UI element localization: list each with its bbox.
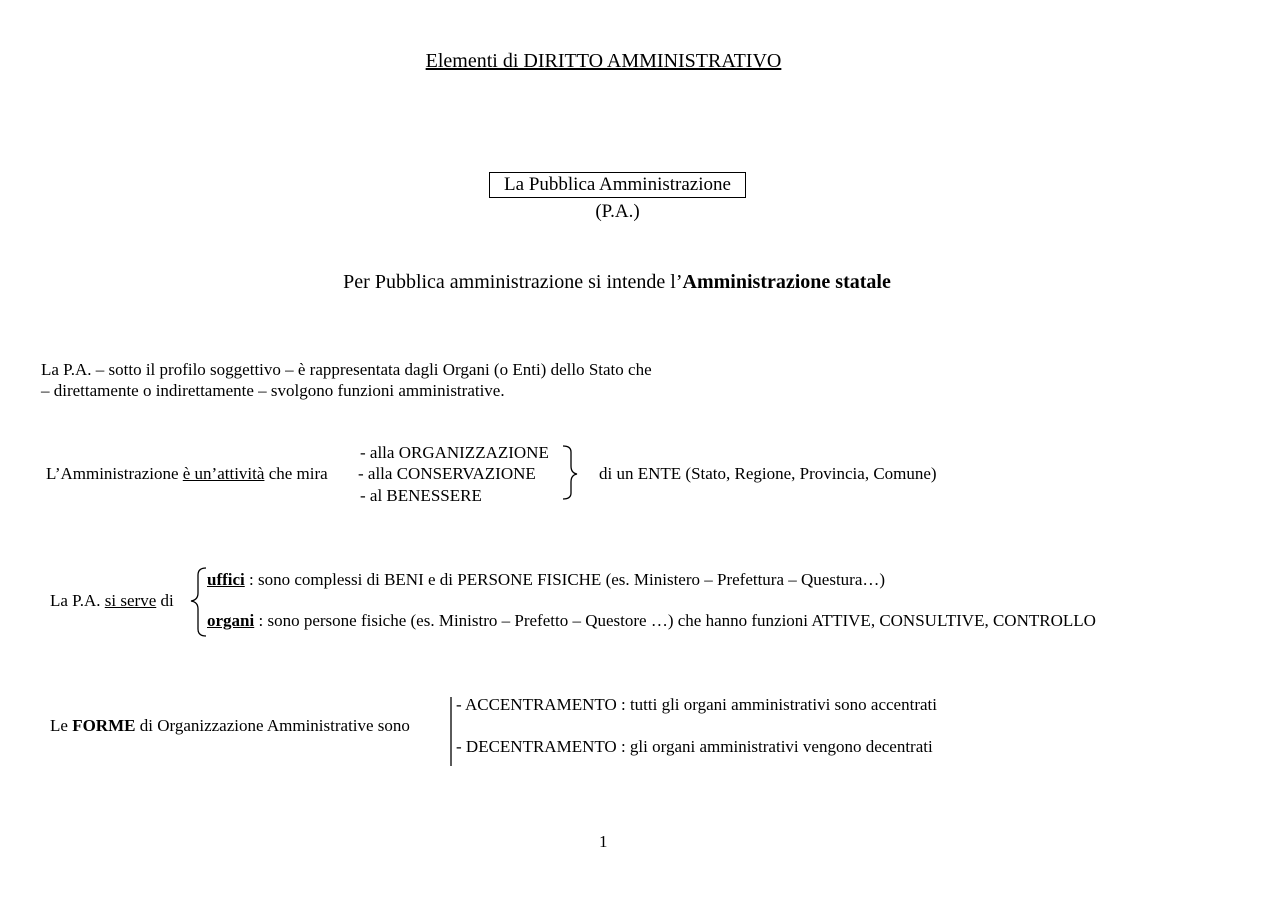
si-serve-lead-underlined: si serve (104, 591, 157, 610)
section-heading-box: La Pubblica Amministrazione (489, 172, 746, 198)
section-abbreviation: (P.A.) (595, 201, 640, 222)
soggettivo-line-1: La P.A. – sotto il profilo soggettivo – è rappresentata dagli Organi (o Enti) dello Stato che (41, 360, 652, 379)
soggettivo-line-2: – direttamente o indirettamente – svolgono funzioni amministrative. (41, 381, 505, 400)
attivita-lead-b: che mira (264, 464, 328, 483)
uffici-text: : sono complessi di BENI e di PERSONE FISICHE (es. Ministero – Prefettura – Questura…) (244, 570, 886, 589)
si-serve-lead-a: La P.A. (50, 591, 105, 610)
organi-label: organi (207, 611, 255, 630)
definition-bold: Amministrazione statale (682, 271, 891, 293)
organi-text: : sono persone fisiche (es. Ministro – Prefetto – Questore …) che hanno funzioni ATTIVE, CONSULTIVE, CONTROLLO (254, 611, 1096, 630)
attivita-item-1: - alla ORGANIZZAZIONE (360, 443, 549, 462)
attivita-lead-a: L’Amministrazione (46, 464, 183, 483)
document-title-text: Elementi di DIRITTO AMMINISTRATIVO (425, 50, 782, 72)
si-serve-lead-b: di (156, 591, 174, 610)
uffici-label: uffici (207, 570, 245, 589)
forme-lead-b: di Organizzazione Amministrative sono (135, 716, 410, 735)
forme-lead-bold: FORME (72, 716, 136, 735)
right-brace (563, 446, 577, 499)
attivita-lead-underlined: è un’attività (182, 464, 265, 483)
decentramento-line: - DECENTRAMENTO : gli organi amministrativi vengono decentrati (456, 737, 933, 756)
accentramento-line: - ACCENTRAMENTO : tutti gli organi amministrativi sono accentrati (456, 695, 937, 714)
attivita-target: di un ENTE (Stato, Regione, Provincia, Comune) (599, 464, 937, 483)
forme-lead-a: Le (50, 716, 73, 735)
page-number: 1 (599, 832, 608, 851)
attivita-item-3: - al BENESSERE (360, 486, 482, 505)
attivita-item-2: - alla CONSERVAZIONE (358, 464, 536, 483)
left-brace (191, 568, 206, 636)
definition-prefix: Per Pubblica amministrazione si intende l’ (343, 271, 683, 293)
